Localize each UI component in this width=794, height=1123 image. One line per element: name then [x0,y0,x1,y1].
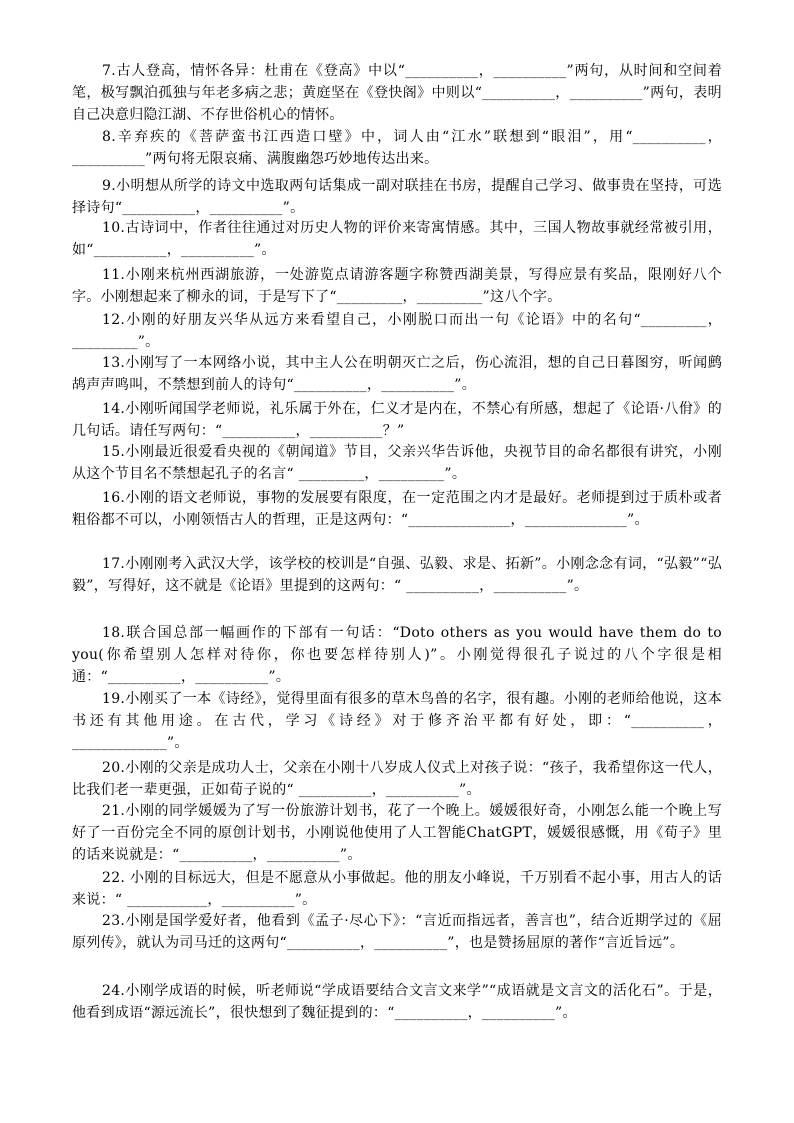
question-10: 10.古诗词中，作者往往通过对历史人物的评价来寄寓情感。其中，三国人物故事就经常被引用，如“__________，__________”。 [72,220,722,258]
question-21: 21.小刚的同学媛媛为了写一份旅游计划书，花了一个晚上。媛媛很好奇，小刚怎么能一个晚上写好了一百份完全不同的原创计划书，小刚说他使用了人工智能ChatGPT，媛媛很感慨，用《荀子》里的话来说就是：“__________，__________”。 [72,803,722,863]
question-23: 23.小刚是国学爱好者，他看到《孟子·尽心下》：“言近而指远者，善言也”，结合近期学过的《屈原列传》，就认为司马迁的这两句“__________，__________”，也是赞扬屈原的著作“言近旨远”。 [72,913,722,951]
question-15: 15.小刚最近很爱看央视的《朝闻道》节目，父亲兴华告诉他，央视节目的命名都很有讲究，小刚从这个节目名不禁想起孔子的名言“ _________，_________”。 [72,444,722,482]
question-20: 20.小刚的父亲是成功人士，父亲在小刚十八岁成人仪式上对孩子说：“孩子，我希望你这一代人，比我们老一辈更强，正如荀子说的“ __________，__________”。 [72,760,722,798]
question-18: 18.联合国总部一幅画作的下部有一句话：“Doto others as you would have them do to you(你希望别人怎样对待你，你也要怎样待别人)”。小刚觉得很孔子说过的八个字很是相通：“__________，__________”。 [72,625,722,685]
question-16: 16.小刚的语文老师说，事物的发展要有限度，在一定范围之内才是最好。老师提到过于质朴或者粗俗都不可以，小刚领悟古人的哲理，正是这两句：“______________，______________”。 [72,490,722,528]
question-22: 22. 小刚的目标远大，但是不愿意从小事做起。他的朋友小峰说，千万别看不起小事，用古人的话来说：“ ___________，__________”。 [72,870,722,908]
question-8: 8.辛弃疾的《菩萨蛮书江西造口壁》中，词人由“江水”联想到“眼泪”，用“__________，__________”两句将无限哀痛、满腹幽怨巧妙地传达出来。 [72,129,722,167]
question-17: 17.小刚刚考入武汉大学，该学校的校训是“自强、弘毅、求是、拓新”。小刚念念有词，“弘毅”“弘毅”，写得好，这不就是《论语》里提到的这两句：“ __________，__________”。 [72,556,722,594]
question-14: 14.小刚听闻国学老师说，礼乐属于外在，仁义才是内在，不禁心有所感，想起了《论语·八佾》的几句话。请任写两句：“__________，__________？” [72,401,722,439]
question-9: 9.小明想从所学的诗文中选取两句话集成一副对联挂在书房，提醒自己学习、做事贵在坚持，可选择诗句“__________，__________”。 [72,178,722,216]
question-19: 19.小刚买了一本《诗经》，觉得里面有很多的草木鸟兽的名字，很有趣。小刚的老师给他说，这本书还有其他用途。在古代，学习《诗经》对于修齐治平都有好处，即：“__________，_____________”。 [72,691,722,751]
question-12: 12.小刚的好朋友兴华从远方来看望自己，小刚脱口而出一句《论语》中的名句“_________，_________”。 [72,312,722,350]
question-11: 11.小刚来杭州西湖旅游，一处游览点请游客题字称赞西湖美景，写得应景有奖品，限刚好八个字。小刚想起来了柳永的词，于是写下了“_________，_________”这八个字。 [72,267,722,305]
question-24: 24.小刚学成语的时候，听老师说“学成语要结合文言文来学”“成语就是文言文的活化石”。于是，他看到成语“源远流长”，很快想到了魏征提到的：“__________，__________”。 [72,983,722,1021]
question-13: 13.小刚写了一本网络小说，其中主人公在明朝灭亡之后，伤心流泪，想的自己日暮图穷，听闻鹧鸪声声鸣叫，不禁想到前人的诗句“__________，__________”。 [72,355,722,393]
question-7: 7.古人登高，情怀各异：杜甫在《登高》中以“__________，__________”两句，从时间和空间着笔，极写飘泊孤独与年老多病之悲；黄庭坚在《登快阁》中则以“__________，__________”两句，表明自己决意归隐江湖、不存世俗机心的情怀。 [72,63,722,123]
